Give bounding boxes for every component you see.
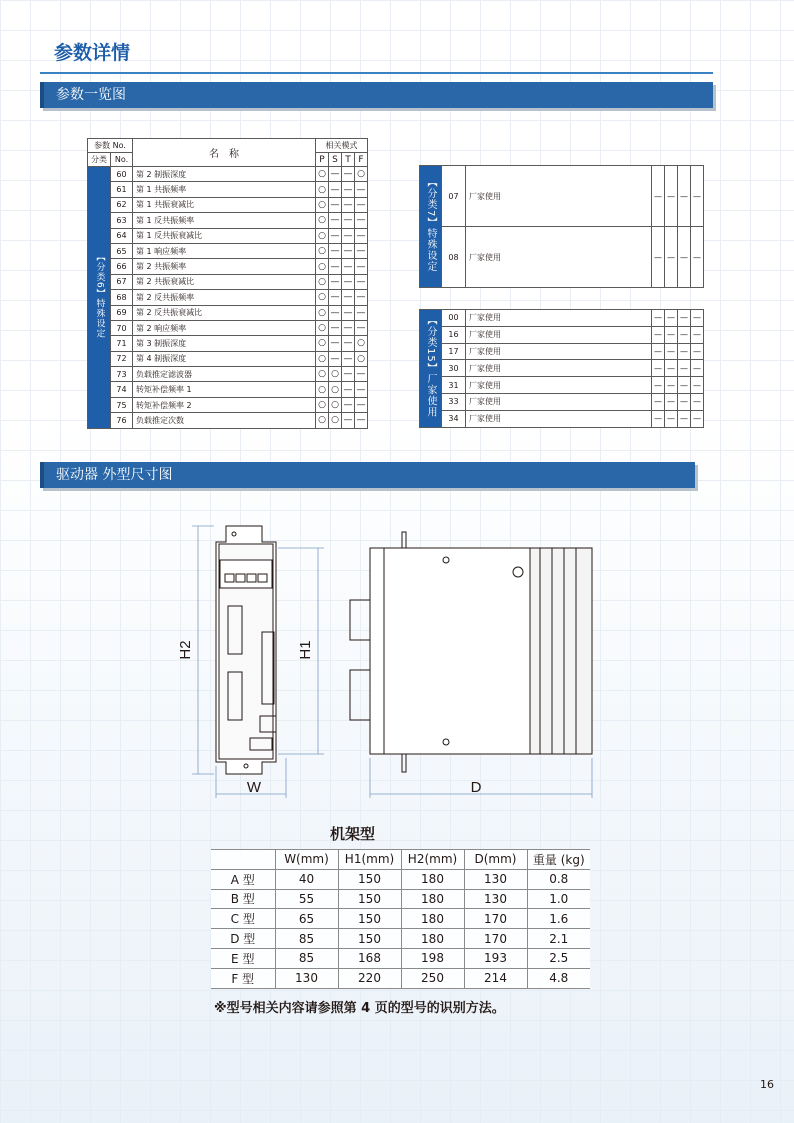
table-row (88, 243, 368, 258)
param-name: 厂家使用 (466, 410, 652, 427)
param-name: 负载推定次数 (133, 413, 316, 428)
mode-mark: — (665, 360, 678, 377)
section-param-list: 参数一览图 (40, 82, 713, 108)
mode-mark: — (355, 197, 368, 212)
frame-value: 65 (275, 909, 338, 929)
mode-mark: ○ (316, 413, 329, 428)
mode-mark: — (652, 166, 665, 227)
mode-mark: — (329, 213, 342, 228)
mode-mark: — (329, 167, 342, 182)
mode-mark: — (678, 410, 691, 427)
frame-value: 130 (275, 968, 338, 988)
mode-mark: — (355, 413, 368, 428)
mode-mark: ○ (316, 305, 329, 320)
table-row (211, 948, 590, 968)
footnote: ※型号相关内容请参照第 4 页的型号的识别方法。 (214, 1001, 505, 1016)
w-label: W (246, 779, 262, 796)
table-row (88, 320, 368, 335)
mode-mark: — (342, 367, 355, 382)
frame-value: 198 (401, 948, 464, 968)
mode-mark: — (355, 382, 368, 397)
mode-mark: ○ (316, 182, 329, 197)
mode-mark: — (355, 182, 368, 197)
page-number: 16 (760, 1078, 774, 1091)
frame-value: 150 (338, 889, 401, 909)
mode-mark: — (342, 305, 355, 320)
mode-mark: — (691, 393, 704, 410)
mode-mark: — (329, 290, 342, 305)
frame-value: 180 (401, 889, 464, 909)
frame-type: A 型 (211, 869, 275, 889)
frame-value: 55 (275, 889, 338, 909)
mode-mark: ○ (316, 397, 329, 412)
mode-mark: — (342, 290, 355, 305)
mode-mark: ○ (329, 367, 342, 382)
frame-value: 170 (464, 929, 527, 949)
mode-mark: — (342, 336, 355, 351)
table-row (420, 393, 704, 410)
param-table (87, 138, 368, 429)
frame-value: 1.0 (527, 889, 590, 909)
param-name: 第 1 共振频率 (133, 182, 316, 197)
frame-value: 170 (464, 909, 527, 929)
d-label: D (470, 779, 482, 796)
mode-mark: ○ (316, 228, 329, 243)
table-row (420, 310, 704, 327)
param-name: 转矩补偿频率 2 (133, 397, 316, 412)
name-header: 名 称 (133, 139, 316, 167)
param-no: 00 (442, 310, 466, 327)
frame-header: W(mm) (275, 850, 338, 870)
dimension-drawing (170, 520, 610, 800)
frame-value: 85 (275, 929, 338, 949)
frame-header (211, 850, 275, 870)
param-no: 08 (442, 227, 466, 288)
mode-mark: — (342, 213, 355, 228)
param-no: 68 (111, 290, 133, 305)
param-name: 第 2 反共振频率 (133, 290, 316, 305)
mode-mark: — (342, 274, 355, 289)
table-row (88, 213, 368, 228)
frame-value: 180 (401, 869, 464, 889)
h1-label: H1 (297, 640, 314, 660)
param-no: 62 (111, 197, 133, 212)
mode-header: 相关模式 (316, 139, 368, 153)
table-row (88, 290, 368, 305)
table-row (211, 929, 590, 949)
param-name: 第 1 响应频率 (133, 243, 316, 258)
mode-mark: ○ (316, 351, 329, 366)
frame-value: 2.1 (527, 929, 590, 949)
s-header: S (329, 153, 342, 167)
table-row (420, 377, 704, 394)
param-header: 参数 No. (88, 139, 133, 153)
category-cell (88, 167, 111, 429)
mode-mark: — (342, 167, 355, 182)
mode-mark: — (691, 360, 704, 377)
param-no: 69 (111, 305, 133, 320)
param-no: 70 (111, 320, 133, 335)
param-name: 厂家使用 (466, 360, 652, 377)
table-row (88, 413, 368, 428)
mode-mark: — (665, 326, 678, 343)
frame-header: H1(mm) (338, 850, 401, 870)
param-name: 第 2 共振频率 (133, 259, 316, 274)
mode-mark: — (342, 182, 355, 197)
f-header: F (355, 153, 368, 167)
mode-mark: — (342, 243, 355, 258)
mode-mark: — (329, 228, 342, 243)
mode-mark: ○ (316, 259, 329, 274)
frame-header: H2(mm) (401, 850, 464, 870)
param-no: 64 (111, 228, 133, 243)
mode-mark: — (665, 410, 678, 427)
mode-mark: — (678, 326, 691, 343)
table-row (88, 167, 368, 182)
param-name: 负载推定滤波器 (133, 367, 316, 382)
mode-mark: — (678, 393, 691, 410)
table-row (420, 360, 704, 377)
param-name: 第 3 制振深度 (133, 336, 316, 351)
mode-mark: — (355, 397, 368, 412)
mode-mark: — (652, 393, 665, 410)
mode-mark: ○ (355, 351, 368, 366)
mode-mark: — (329, 259, 342, 274)
param-no: 67 (111, 274, 133, 289)
param-name: 第 4 制振深度 (133, 351, 316, 366)
mode-mark: — (665, 377, 678, 394)
frame-header: D(mm) (464, 850, 527, 870)
frame-value: 85 (275, 948, 338, 968)
mode-mark: — (342, 397, 355, 412)
param-no: 61 (111, 182, 133, 197)
param-no: 66 (111, 259, 133, 274)
mode-mark: — (678, 360, 691, 377)
mode-mark: — (665, 227, 678, 288)
mode-mark: — (678, 166, 691, 227)
frame-type: F 型 (211, 968, 275, 988)
table-row (88, 259, 368, 274)
frame-type: C 型 (211, 909, 275, 929)
h2-label: H2 (177, 640, 194, 660)
frame-value: 180 (401, 909, 464, 929)
param-name: 第 1 反共振衰减比 (133, 228, 316, 243)
table-row (88, 336, 368, 351)
t-header: T (342, 153, 355, 167)
mode-mark: ○ (316, 320, 329, 335)
page-title: 参数详情 (54, 42, 131, 64)
table-row (88, 197, 368, 212)
mode-mark: — (342, 320, 355, 335)
param-no: 75 (111, 397, 133, 412)
param-no: 07 (442, 166, 466, 227)
mode-mark: — (329, 336, 342, 351)
table-row (420, 166, 704, 227)
mode-mark: ○ (316, 290, 329, 305)
frame-value: 130 (464, 869, 527, 889)
mode-mark: — (678, 343, 691, 360)
cat7-table (419, 165, 704, 288)
mode-mark: — (355, 274, 368, 289)
category-cell (420, 310, 442, 428)
param-no: 74 (111, 382, 133, 397)
mode-mark: ○ (329, 397, 342, 412)
category-cell (420, 166, 442, 288)
mode-mark: — (355, 243, 368, 258)
mode-mark: — (652, 227, 665, 288)
frame-value: 150 (338, 869, 401, 889)
mode-mark: — (691, 310, 704, 327)
param-no: 31 (442, 377, 466, 394)
table-row (420, 326, 704, 343)
frame-type: D 型 (211, 929, 275, 949)
frame-title: 机架型 (330, 825, 376, 843)
mode-mark: — (652, 310, 665, 327)
mode-mark: ○ (316, 197, 329, 212)
category-label: 【分类15】厂家使用 (425, 314, 436, 418)
mode-mark: — (652, 377, 665, 394)
mode-mark: — (342, 382, 355, 397)
mode-mark: ○ (316, 167, 329, 182)
frame-value: 130 (464, 889, 527, 909)
mode-mark: — (329, 305, 342, 320)
param-no: 76 (111, 413, 133, 428)
param-no: 30 (442, 360, 466, 377)
mode-mark: — (355, 320, 368, 335)
param-no: 63 (111, 213, 133, 228)
mode-mark: — (329, 243, 342, 258)
mode-mark: — (329, 197, 342, 212)
mode-mark: — (665, 166, 678, 227)
mode-mark: — (355, 213, 368, 228)
mode-mark: — (652, 343, 665, 360)
frame-value: 1.6 (527, 909, 590, 929)
param-name: 第 2 制振深度 (133, 167, 316, 182)
table-row (211, 909, 590, 929)
mode-mark: — (678, 227, 691, 288)
table-row (211, 869, 590, 889)
mode-mark: ○ (316, 367, 329, 382)
mode-mark: — (652, 410, 665, 427)
param-name: 第 1 共振衰减比 (133, 197, 316, 212)
title-rule (40, 72, 713, 74)
category-label: 【分类6】特殊设定 (94, 251, 105, 339)
param-no: 60 (111, 167, 133, 182)
param-no: 71 (111, 336, 133, 351)
param-name: 厂家使用 (466, 310, 652, 327)
frame-value: 168 (338, 948, 401, 968)
table-row (211, 968, 590, 988)
frame-value: 250 (401, 968, 464, 988)
frame-value: 150 (338, 909, 401, 929)
mode-mark: — (329, 320, 342, 335)
table-row (88, 397, 368, 412)
param-no: 34 (442, 410, 466, 427)
frame-value: 214 (464, 968, 527, 988)
mode-mark: — (355, 305, 368, 320)
mode-mark: — (355, 367, 368, 382)
p-header: P (316, 153, 329, 167)
mode-mark: — (665, 310, 678, 327)
mode-mark: — (691, 326, 704, 343)
mode-mark: ○ (355, 336, 368, 351)
mode-mark: — (355, 259, 368, 274)
param-name: 第 2 反共振衰减比 (133, 305, 316, 320)
param-name: 第 2 共振衰减比 (133, 274, 316, 289)
table-row (88, 228, 368, 243)
frame-type: E 型 (211, 948, 275, 968)
param-name: 第 2 响应频率 (133, 320, 316, 335)
mode-mark: — (665, 393, 678, 410)
frame-header: 重量 (kg) (527, 850, 590, 870)
frame-value: 180 (401, 929, 464, 949)
cat15-table (419, 309, 704, 428)
mode-mark: — (342, 228, 355, 243)
mode-mark: — (329, 182, 342, 197)
param-no: 65 (111, 243, 133, 258)
param-name: 厂家使用 (466, 343, 652, 360)
param-name: 厂家使用 (466, 377, 652, 394)
param-no: 33 (442, 393, 466, 410)
frame-value: 220 (338, 968, 401, 988)
mode-mark: ○ (316, 243, 329, 258)
mode-mark: ○ (329, 382, 342, 397)
param-name: 厂家使用 (466, 227, 652, 288)
category-label: 【分类7】特殊设定 (425, 176, 436, 273)
mode-mark: ○ (316, 382, 329, 397)
mode-mark: — (342, 259, 355, 274)
mode-mark: — (678, 377, 691, 394)
mode-mark: — (652, 360, 665, 377)
frame-value: 4.8 (527, 968, 590, 988)
table-row (420, 410, 704, 427)
mode-mark: ○ (355, 167, 368, 182)
frame-value: 40 (275, 869, 338, 889)
table-row (420, 227, 704, 288)
table-row (88, 382, 368, 397)
param-no: 72 (111, 351, 133, 366)
param-name: 第 1 反共振频率 (133, 213, 316, 228)
mode-mark: ○ (316, 336, 329, 351)
mode-mark: — (691, 227, 704, 288)
cat-header: 分类 (88, 153, 111, 167)
table-row (88, 274, 368, 289)
mode-mark: ○ (316, 213, 329, 228)
mode-mark: — (342, 351, 355, 366)
mode-mark: — (678, 310, 691, 327)
frame-table (211, 849, 590, 989)
frame-value: 2.5 (527, 948, 590, 968)
mode-mark: — (355, 290, 368, 305)
mode-mark: — (652, 326, 665, 343)
mode-mark: — (691, 166, 704, 227)
table-row (88, 182, 368, 197)
param-no: 17 (442, 343, 466, 360)
mode-mark: — (665, 343, 678, 360)
no-header: No. (111, 153, 133, 167)
frame-value: 150 (338, 929, 401, 949)
table-row (88, 351, 368, 366)
mode-mark: — (355, 228, 368, 243)
mode-mark: — (329, 274, 342, 289)
mode-mark: — (691, 377, 704, 394)
frame-value: 0.8 (527, 869, 590, 889)
mode-mark: ○ (329, 413, 342, 428)
table-row (211, 889, 590, 909)
param-name: 厂家使用 (466, 326, 652, 343)
param-name: 转矩补偿频率 1 (133, 382, 316, 397)
param-no: 73 (111, 367, 133, 382)
frame-type: B 型 (211, 889, 275, 909)
mode-mark: — (342, 197, 355, 212)
mode-mark: ○ (316, 274, 329, 289)
mode-mark: — (329, 351, 342, 366)
frame-value: 193 (464, 948, 527, 968)
mode-mark: — (691, 343, 704, 360)
mode-mark: — (342, 413, 355, 428)
section-dimensions: 驱动器 外型尺寸图 (40, 462, 695, 488)
table-row (420, 343, 704, 360)
mode-mark: — (691, 410, 704, 427)
param-no: 16 (442, 326, 466, 343)
param-name: 厂家使用 (466, 166, 652, 227)
table-row (88, 367, 368, 382)
table-row (88, 305, 368, 320)
param-name: 厂家使用 (466, 393, 652, 410)
